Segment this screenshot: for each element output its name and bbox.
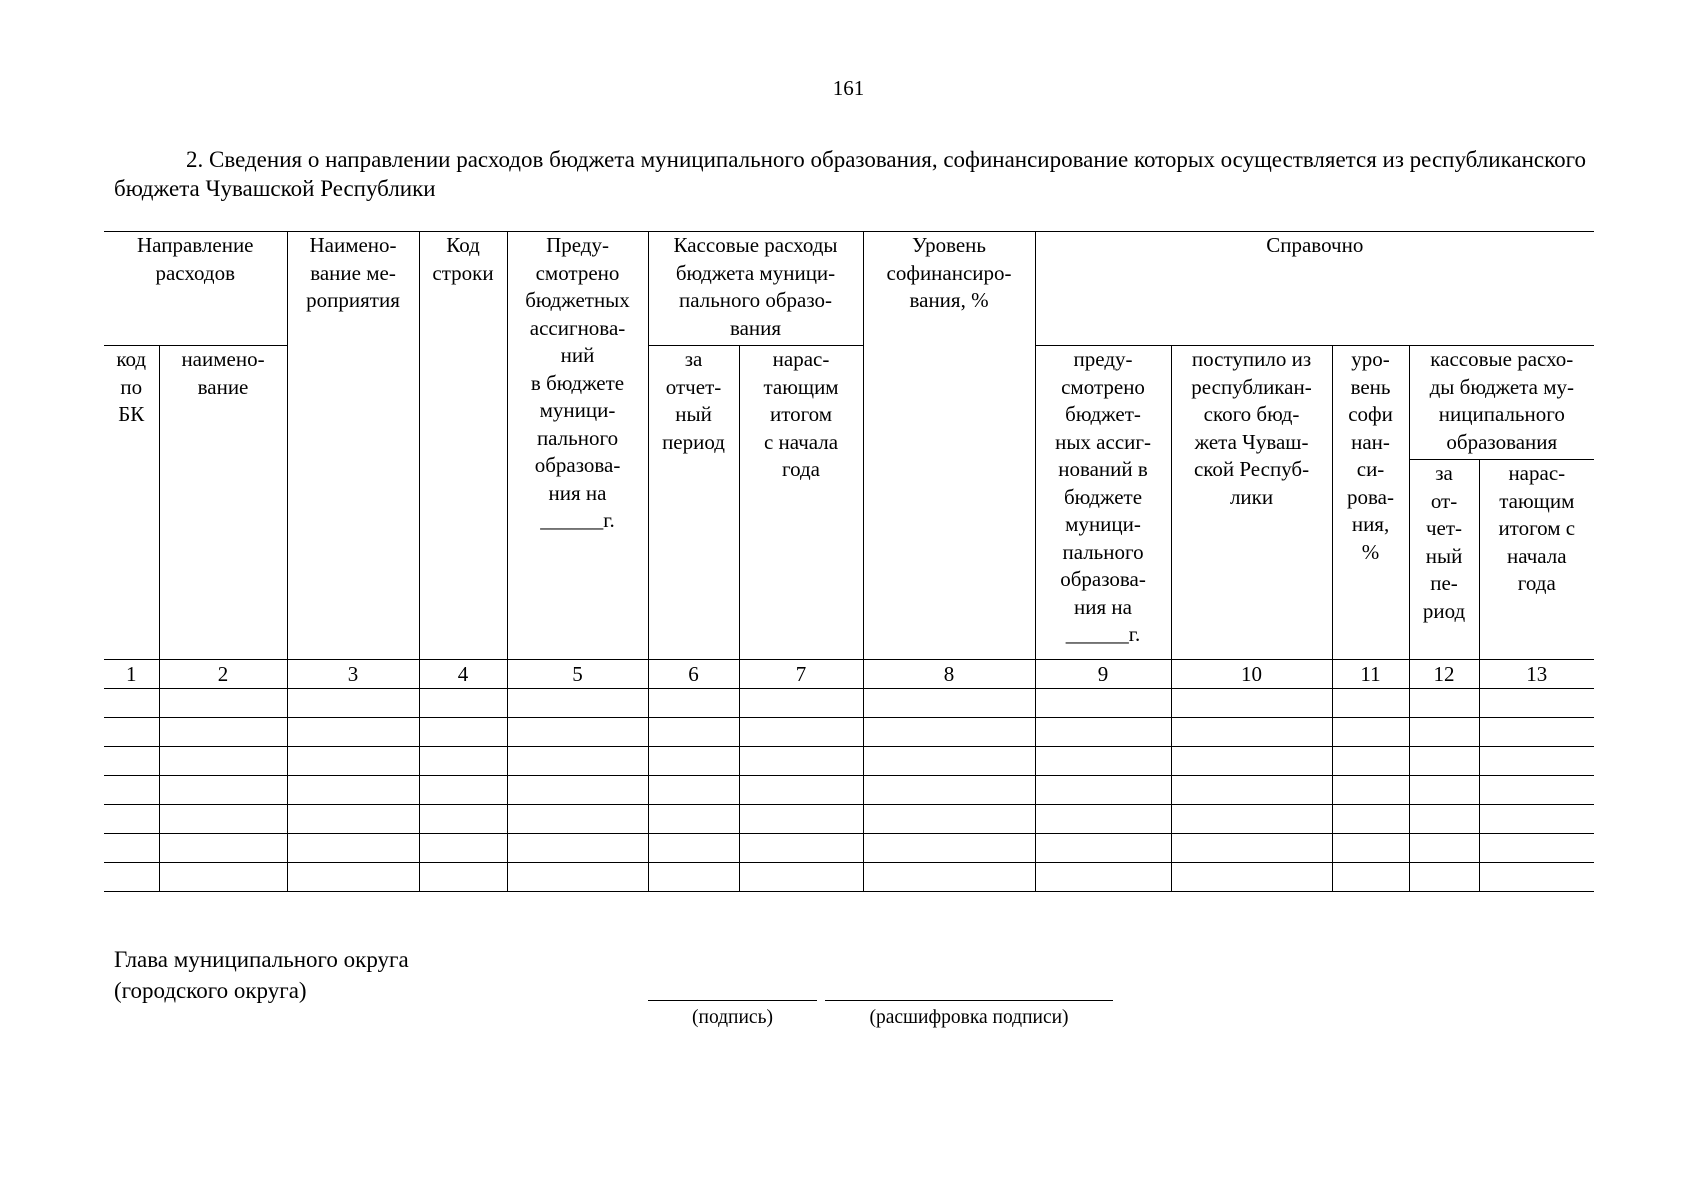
table-cell[interactable] [159, 747, 287, 776]
header-ref-cash-cumulative: нарас- тающим итогом с начала года [1479, 460, 1594, 660]
table-cell[interactable] [739, 805, 863, 834]
table-cell[interactable] [1332, 863, 1409, 892]
table-cell[interactable] [1409, 834, 1479, 863]
table-cell[interactable] [104, 747, 159, 776]
table-cell[interactable] [739, 863, 863, 892]
table-cell[interactable] [419, 863, 507, 892]
header-direction-name: наимено- вание [159, 346, 287, 660]
table-cell[interactable] [1332, 718, 1409, 747]
table-cell[interactable] [1409, 805, 1479, 834]
header-line-code: Код строки [419, 232, 507, 660]
table-cell[interactable] [863, 776, 1035, 805]
header-ref-received: поступило из республикан- ского бюд- жета Чуваш- ской Респуб- лики [1171, 346, 1332, 660]
table-cell[interactable] [159, 689, 287, 718]
table-cell[interactable] [287, 834, 419, 863]
table-cell[interactable] [739, 689, 863, 718]
table-cell[interactable] [1171, 805, 1332, 834]
table-cell[interactable] [739, 747, 863, 776]
table-cell[interactable] [648, 805, 739, 834]
header-cash-cumulative: нарас- тающим итогом с начала года [739, 346, 863, 660]
table-cell[interactable] [419, 776, 507, 805]
table-cell[interactable] [159, 834, 287, 863]
table-cell[interactable] [1332, 805, 1409, 834]
column-number: 8 [863, 660, 1035, 689]
table-cell[interactable] [648, 776, 739, 805]
table-cell[interactable] [648, 863, 739, 892]
table-row [104, 805, 1594, 834]
table-cell[interactable] [1332, 776, 1409, 805]
table-cell[interactable] [287, 689, 419, 718]
table-cell[interactable] [507, 834, 648, 863]
page-number: 161 [832, 76, 865, 100]
header-cash-reporting-period: за отчет- ный период [648, 346, 739, 660]
table-cell[interactable] [159, 863, 287, 892]
table-cell[interactable] [287, 776, 419, 805]
table-cell[interactable] [287, 863, 419, 892]
table-cell[interactable] [648, 689, 739, 718]
column-number: 5 [507, 660, 648, 689]
table-cell[interactable] [507, 776, 648, 805]
table-row [104, 834, 1594, 863]
table-cell[interactable] [1171, 747, 1332, 776]
column-number: 1 [104, 660, 159, 689]
table-cell[interactable] [159, 718, 287, 747]
table-cell[interactable] [863, 747, 1035, 776]
expenses-table [104, 231, 1594, 892]
table-cell[interactable] [1171, 718, 1332, 747]
header-bk-code: код по БК [104, 346, 159, 660]
column-number: 3 [287, 660, 419, 689]
table-cell[interactable] [1479, 805, 1594, 834]
column-number: 11 [1332, 660, 1409, 689]
table-cell[interactable] [507, 863, 648, 892]
table-cell[interactable] [1035, 805, 1171, 834]
header-direction: Направление расходов [104, 232, 287, 346]
table-cell[interactable] [1171, 834, 1332, 863]
table-cell[interactable] [739, 834, 863, 863]
table-cell[interactable] [1409, 776, 1479, 805]
column-number: 13 [1479, 660, 1594, 689]
header-ref-cash-expenses: кассовые расхо- ды бюджета му- ниципального образования [1409, 346, 1594, 460]
table-cell[interactable] [863, 834, 1035, 863]
table-cell[interactable] [1332, 834, 1409, 863]
table-cell[interactable] [1332, 747, 1409, 776]
table-cell[interactable] [104, 776, 159, 805]
table-cell[interactable] [1171, 689, 1332, 718]
column-number: 2 [159, 660, 287, 689]
table-cell[interactable] [507, 747, 648, 776]
table-row [104, 747, 1594, 776]
table-cell[interactable] [1035, 718, 1171, 747]
header-planned-allocations: Преду- смотрено бюджетных ассигнова- ний в бюджете муници- пального образова- ния на ______г. [507, 232, 648, 660]
table-row [104, 863, 1594, 892]
table-cell[interactable] [104, 689, 159, 718]
table-cell[interactable] [1409, 718, 1479, 747]
signature-line [648, 1000, 817, 1001]
signer-title: Глава муниципального округа (городского округа) [114, 947, 409, 1003]
table-cell[interactable] [863, 689, 1035, 718]
table-cell[interactable] [1409, 689, 1479, 718]
header-reference: Справочно [1035, 232, 1594, 346]
table-cell[interactable] [863, 863, 1035, 892]
table-cell[interactable] [1479, 863, 1594, 892]
table-cell[interactable] [863, 805, 1035, 834]
table-cell[interactable] [419, 834, 507, 863]
table-cell[interactable] [1035, 776, 1171, 805]
table-cell[interactable] [1035, 834, 1171, 863]
table-cell[interactable] [419, 805, 507, 834]
table-cell[interactable] [739, 718, 863, 747]
table-cell[interactable] [419, 747, 507, 776]
table-cell[interactable] [1332, 689, 1409, 718]
table-cell[interactable] [507, 689, 648, 718]
signature-decoding-caption: (расшифровка подписи) [869, 1007, 1069, 1028]
table-row [104, 776, 1594, 805]
table-cell[interactable] [1409, 863, 1479, 892]
table-cell[interactable] [863, 718, 1035, 747]
table-cell[interactable] [507, 718, 648, 747]
table-cell[interactable] [1479, 718, 1594, 747]
table-cell[interactable] [419, 689, 507, 718]
table-cell[interactable] [648, 718, 739, 747]
table-cell[interactable] [104, 718, 159, 747]
table-cell[interactable] [1479, 747, 1594, 776]
table-cell[interactable] [1171, 863, 1332, 892]
table-cell[interactable] [1035, 689, 1171, 718]
table-cell[interactable] [419, 718, 507, 747]
table-cell[interactable] [1409, 747, 1479, 776]
header-ref-cofinancing-level: уро- вень софи нан- си- рова- ния, % [1332, 346, 1409, 660]
table-cell[interactable] [648, 747, 739, 776]
column-number: 7 [739, 660, 863, 689]
table-cell[interactable] [1035, 747, 1171, 776]
column-number: 10 [1171, 660, 1332, 689]
header-ref-planned: преду- смотрено бюджет- ных ассиг- нований в бюджете муници- пального образова- ния на ______г. [1035, 346, 1171, 660]
table-cell[interactable] [104, 805, 159, 834]
header-cofinancing-level: Уровень софинансиро- вания, % [863, 232, 1035, 660]
table-cell[interactable] [104, 834, 159, 863]
table-cell[interactable] [287, 805, 419, 834]
table-cell[interactable] [1479, 689, 1594, 718]
column-number: 9 [1035, 660, 1171, 689]
table-cell[interactable] [159, 776, 287, 805]
column-number: 12 [1409, 660, 1479, 689]
table-cell[interactable] [1171, 776, 1332, 805]
table-cell[interactable] [159, 805, 287, 834]
table-cell[interactable] [1035, 863, 1171, 892]
table-cell[interactable] [507, 805, 648, 834]
column-number-row [104, 660, 1594, 689]
table-cell[interactable] [739, 776, 863, 805]
header-event-name: Наимено- вание ме- роприятия [287, 232, 419, 660]
table-cell[interactable] [287, 747, 419, 776]
table-row [104, 718, 1594, 747]
header-cash-expenses: Кассовые расходы бюджета муници- пального образо- вания [648, 232, 863, 346]
section-heading: 2. Сведения о направлении расходов бюджета муниципального образования, софинансирование которых осуществляется из республиканского бюджета Чувашской Республики [114, 147, 1586, 201]
table-row [104, 689, 1594, 718]
signature-decoding-line [825, 1000, 1113, 1001]
table-cell[interactable] [287, 718, 419, 747]
column-number: 4 [419, 660, 507, 689]
table-cell[interactable] [104, 863, 159, 892]
table-cell[interactable] [1479, 776, 1594, 805]
table-cell[interactable] [1479, 834, 1594, 863]
column-number: 6 [648, 660, 739, 689]
table-cell[interactable] [648, 834, 739, 863]
signature-caption: (подпись) [692, 1007, 773, 1028]
header-ref-cash-period: за от- чет- ный пе- риод [1409, 460, 1479, 660]
